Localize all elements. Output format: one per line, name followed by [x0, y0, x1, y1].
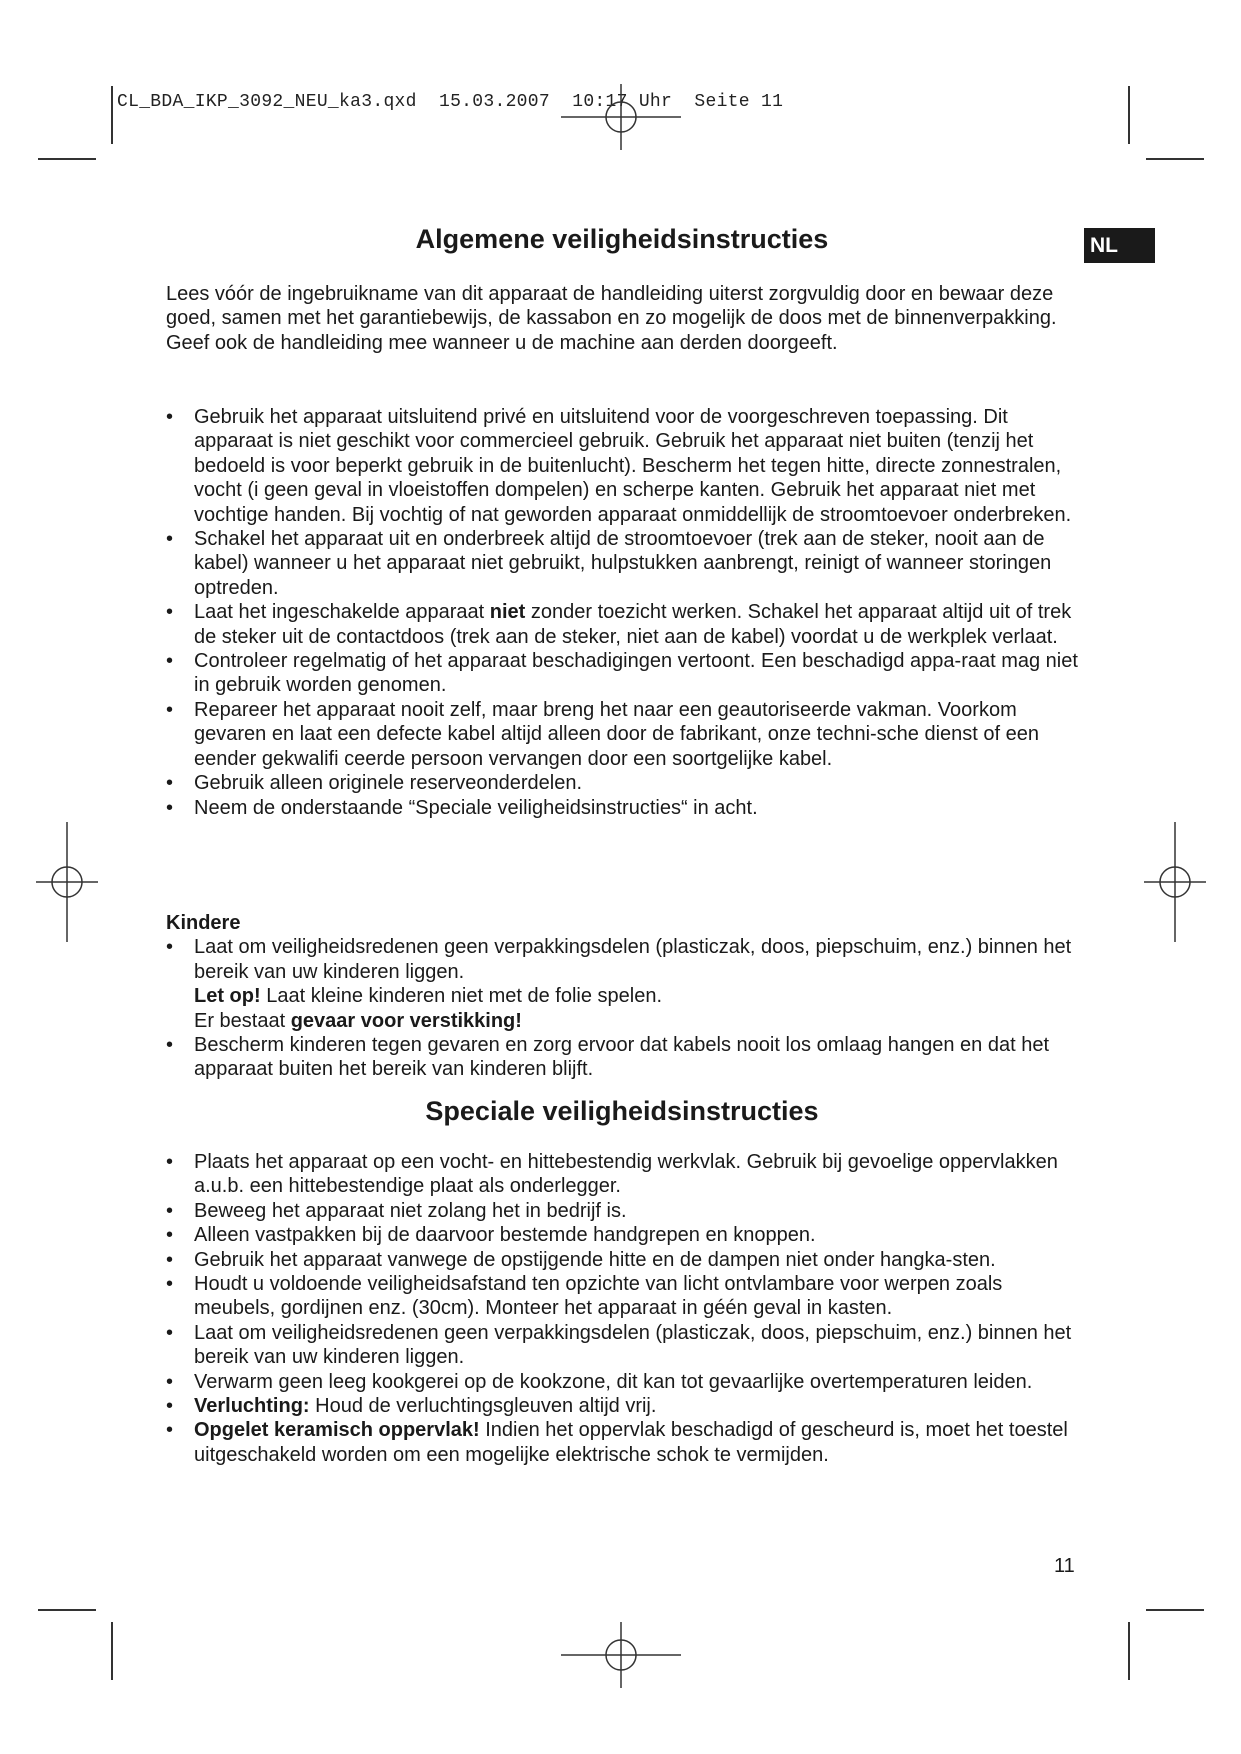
bullet-icon: • [166, 1224, 174, 1247]
bullet-icon: • [166, 698, 174, 721]
list-item: • Repareer het apparaat nooit zelf, maar breng het naar een geautoriseerde vakman. Voorkom gevaren en laat een defecte kabel altijd alleen door de fabrikant, onze techni-sche dienst of een eender gekwalifi ceerde persoon vervangen door een soortgelijke kabel. [166, 698, 1040, 770]
slug-date: 15.03.2007 [438, 92, 550, 112]
list-item: • Verluchting: Houd de verluchtingsgleuven altijd vrij. [166, 1395, 657, 1418]
bullet-icon: • [166, 1199, 174, 1222]
registration-mark-right [1144, 822, 1206, 942]
crop-mark [1146, 158, 1204, 160]
crop-mark [38, 1609, 96, 1611]
list-item: • Controleer regelmatig of het apparaat beschadigingen vertoont. Een beschadigd appa-raat mag niet in gebruik worden genomen. [166, 650, 1078, 697]
special-safety-list [166, 1150, 1086, 1467]
list-item: • Laat om veiligheidsredenen geen verpakkingsdelen (plasticzak, doos, piepschuim, enz.) binnen het bereik van uw kinderen liggen. Let op! Laat kleine kinderen niet met de folie spelen. Er bestaat gevaar voor verstikking! [166, 935, 1086, 1033]
print-slug [117, 92, 783, 112]
crop-mark [1128, 1622, 1130, 1680]
bullet-icon: • [166, 796, 174, 819]
list-item: • Houdt u voldoende veiligheidsafstand ten opzichte van licht ontvlambare voor werpen zoals meubels, gordijnen enz. (30cm). Monteer het apparaat in géén geval in kasten. [166, 1273, 1003, 1320]
bullet-icon: • [166, 1321, 174, 1344]
crop-mark [111, 1622, 113, 1680]
suffocation-warning: Er bestaat gevaar voor verstikking! [194, 1009, 522, 1032]
page-number: 11 [1054, 1555, 1075, 1577]
bullet-icon: • [166, 1395, 174, 1418]
crop-mark [1128, 86, 1130, 144]
bullet-icon: • [166, 1151, 174, 1173]
bullet-icon: • [166, 1248, 174, 1271]
general-safety-list [166, 405, 1086, 820]
bullet-icon: • [166, 1273, 174, 1296]
registration-mark-top [561, 84, 681, 150]
warning-line: Let op! Laat kleine kinderen niet met de folie spelen. [194, 985, 663, 1008]
bullet-icon: • [166, 1370, 174, 1393]
list-item: • Schakel het apparaat uit en onderbreek altijd de stroomtoevoer (trek aan de steker, nooit aan de kabel) wanneer u het apparaat niet gebruikt, hulpstukken aanbrengt, reinigt of wanneer storingen optreden. [166, 528, 1052, 599]
bullet-icon: • [166, 406, 174, 428]
children-heading: Kindere [166, 912, 241, 934]
list-item: • Verwarm geen leeg kookgerei op de kookzone, dit kan tot gevaarlijke overtemperaturen leiden. [166, 1370, 1033, 1393]
crop-mark [1146, 1609, 1204, 1611]
list-item: • Gebruik het apparaat uitsluitend privé en uitsluitend voor de voorgeschreven toepassing. Dit apparaat is niet geschikt voor commercieel gebruik. Gebruik het apparaat niet buiten (tenzij het bedoeld is voor beperkt gebruik in de buitenlucht). Bescherm het tegen hitte, directe zonnestralen, vocht (i geen geval in vloeistoffen dompelen) en scherpe kanten. Gebruik het apparaat niet met vochtige handen. Bij vochtig of nat geworden apparaat onmiddellijk de stroomtoevoer onderbreken. [166, 406, 1072, 526]
bullet-icon: • [166, 1034, 174, 1057]
bullet-icon: • [166, 601, 174, 624]
list-item: • Laat om veiligheidsredenen geen verpakkingsdelen (plasticzak, doos, piepschuim, enz.) binnen het bereik van uw kinderen liggen. [166, 1321, 1072, 1369]
list-item: • Plaats het apparaat op een vocht- en hittebestendig werkvlak. Gebruik bij gevoelige oppervlakken a.u.b. een hittebestendige plaat als onderlegger. [166, 1151, 1058, 1198]
children-section [166, 911, 1086, 1082]
slug-page: Seite 11 [694, 92, 784, 112]
language-tab: NL [1084, 228, 1155, 263]
slug-file: CL_BDA_IKP_3092_NEU_ka3.qxd [117, 92, 417, 112]
slug-time: 10:17 Uhr [572, 92, 673, 112]
list-item: • Opgelet keramisch oppervlak! Indien het oppervlak beschadigd of gescheurd is, moet het toestel uitgeschakeld worden om een mogelijke elektrische schok te vermijden. [166, 1419, 1068, 1466]
bullet-icon: • [166, 650, 174, 673]
list-item: • Alleen vastpakken bij de daarvoor bestemde handgrepen en knoppen. [166, 1224, 816, 1247]
bullet-icon: • [166, 528, 174, 551]
crop-mark [111, 86, 113, 144]
registration-mark-bottom [561, 1622, 681, 1688]
registration-mark-left [36, 822, 98, 942]
bullet-icon: • [166, 772, 174, 795]
intro-text: Lees vóór de ingebruikname van dit apparaat de handleiding uiterst zorgvuldig door en bewaar deze goed, samen met het garantiebewijs, de kassabon en zo mogelijk de doos met de binnenverpakking. Geef ook de handleiding mee wanneer u de machine aan derden doorgeeft. [166, 283, 1057, 354]
list-item: • Laat het ingeschakelde apparaat niet zonder toezicht werken. Schakel het apparaat altijd uit of trek de steker uit de contactdoos (trek aan de steker, niet aan de kabel) voordat u de werkplek verlaat. [166, 601, 1072, 648]
list-item: • Neem de onderstaande “Speciale veiligheidsinstructies“ in acht. [166, 796, 758, 819]
crop-mark [38, 158, 96, 160]
intro-paragraph [166, 282, 1086, 355]
list-item: • Gebruik het apparaat vanwege de opstijgende hitte en de dampen niet onder hangka-sten. [166, 1248, 996, 1271]
section-title-general: Algemene veiligheidsinstructies [415, 224, 829, 254]
list-item: • Beweeg het apparaat niet zolang het in bedrijf is. [166, 1199, 627, 1222]
bullet-icon: • [166, 936, 174, 959]
list-item: • Bescherm kinderen tegen gevaren en zorg ervoor dat kabels nooit los omlaag hangen en dat het apparaat buiten het bereik van kinderen blijft. [166, 1034, 1049, 1081]
section-title-special: Speciale veiligheidsinstructies [425, 1096, 819, 1126]
list-item: • Gebruik alleen originele reserveonderdelen. [166, 772, 583, 795]
bullet-icon: • [166, 1419, 174, 1442]
